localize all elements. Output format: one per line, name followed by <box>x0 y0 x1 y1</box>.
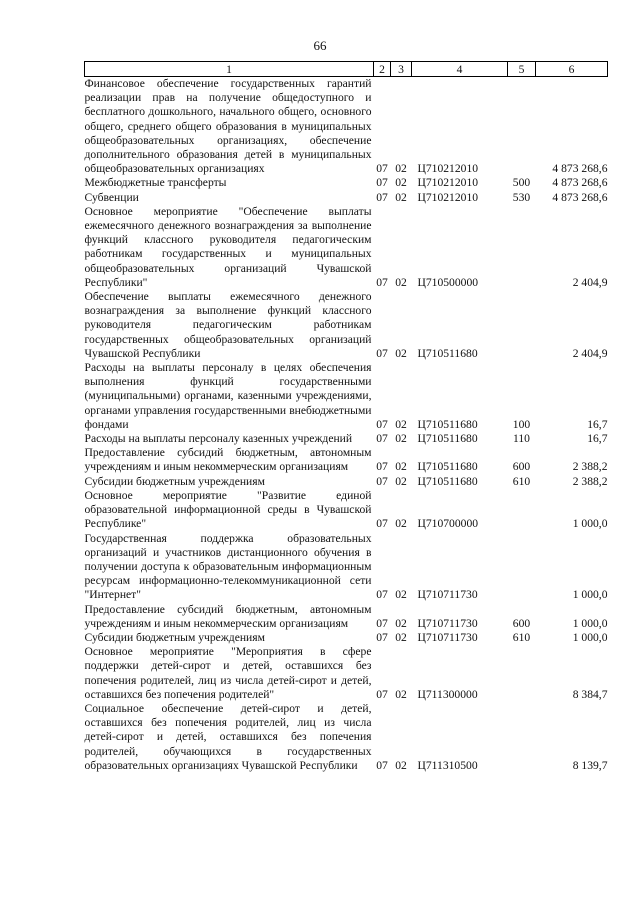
row-section: 07 <box>376 687 388 701</box>
row-subsection: 02 <box>395 687 407 701</box>
row-target-code: Ц710511680 <box>417 460 478 474</box>
row-subsection: 02 <box>395 176 407 190</box>
table-row <box>85 191 608 205</box>
row-section: 07 <box>376 460 388 474</box>
header-col-5: 5 <box>508 62 536 77</box>
row-subsection: 02 <box>395 474 407 488</box>
row-name: Субсидии бюджетным учреждениям <box>84 474 265 488</box>
row-expense-type: 500 <box>512 176 531 190</box>
row-expense-type: 600 <box>512 460 531 474</box>
budget-table <box>84 61 608 773</box>
row-expense-type: 110 <box>513 432 530 446</box>
row-amount: 8 384,7 <box>572 687 608 701</box>
row-expense-type <box>508 489 536 532</box>
row-name: Предоставление субсидий бюджетным, автономным учреждениям и иным некоммерческим организациям <box>84 446 372 474</box>
row-section: 07 <box>376 517 388 531</box>
row-section: 07 <box>376 346 388 360</box>
row-name: Предоставление субсидий бюджетным, автономным учреждениям и иным некоммерческим организациям <box>84 602 372 630</box>
row-expense-type: 530 <box>512 190 531 204</box>
row-name: Расходы на выплаты персоналу в целях обеспечения выполнения функций государственными (муниципальными) органами, казенными учреждениями, органами управления государственными внебюджетными фондами <box>84 361 372 431</box>
row-expense-type <box>508 645 536 702</box>
row-section: 07 <box>376 758 388 772</box>
row-target-code: Ц710511680 <box>417 432 478 446</box>
table-row <box>85 631 608 645</box>
row-section: 07 <box>376 588 388 602</box>
row-amount: 1 000,0 <box>572 616 608 630</box>
row-subsection: 02 <box>395 758 407 772</box>
row-subsection: 02 <box>395 275 407 289</box>
row-target-code: Ц711310500 <box>417 758 478 772</box>
table-row <box>85 603 608 631</box>
row-section: 07 <box>376 630 388 644</box>
table-row <box>85 702 608 773</box>
table-row <box>85 432 608 446</box>
page-number: 66 <box>313 38 327 53</box>
row-expense-type <box>508 532 536 603</box>
header-row <box>85 62 608 77</box>
row-amount: 2 388,2 <box>572 474 608 488</box>
row-amount: 4 873 268,6 <box>552 176 608 190</box>
header-col-3: 3 <box>391 62 412 77</box>
row-subsection: 02 <box>395 517 407 531</box>
row-subsection: 02 <box>395 616 407 630</box>
row-section: 07 <box>376 616 388 630</box>
row-amount: 1 000,0 <box>572 517 608 531</box>
row-target-code: Ц710212010 <box>417 176 479 190</box>
row-subsection: 02 <box>395 162 407 176</box>
row-target-code: Ц710711730 <box>417 616 478 630</box>
row-name: Основное мероприятие "Развитие единой образовательной информационной среды в Чувашской Республике" <box>84 488 372 531</box>
row-subsection: 02 <box>395 432 407 446</box>
row-name: Основное мероприятие "Мероприятия в сфере поддержки детей-сирот и детей, оставшихся без попечения родителей, лиц из числа детей-сирот и детей, оставшихся без попечения родителей" <box>84 645 372 701</box>
row-target-code: Ц710212010 <box>417 162 479 176</box>
row-target-code: Ц710711730 <box>417 588 478 602</box>
row-name: Обеспечение выплаты ежемесячного денежного вознаграждения за выполнение функций классного руководителя педагогическим работникам государственных общеобразовательных организаций Чувашской Республики <box>84 290 372 360</box>
row-section: 07 <box>376 162 388 176</box>
row-expense-type <box>508 205 536 290</box>
table-body <box>85 77 608 773</box>
table-row <box>85 176 608 190</box>
table-header <box>85 62 608 77</box>
header-col-4: 4 <box>412 62 508 77</box>
row-expense-type <box>508 290 536 361</box>
row-expense-type <box>508 702 536 773</box>
row-amount: 2 404,9 <box>572 346 608 360</box>
row-section: 07 <box>376 432 388 446</box>
table-row <box>85 290 608 361</box>
row-target-code: Ц710500000 <box>417 275 479 289</box>
row-amount: 16,7 <box>587 432 608 446</box>
header-col-2: 2 <box>374 62 391 77</box>
row-expense-type: 600 <box>512 616 531 630</box>
row-target-code: Ц711300000 <box>417 687 478 701</box>
row-subsection: 02 <box>395 588 407 602</box>
row-target-code: Ц710711730 <box>417 630 478 644</box>
row-section: 07 <box>376 190 388 204</box>
row-subsection: 02 <box>395 190 407 204</box>
row-target-code: Ц710212010 <box>417 190 479 204</box>
row-amount: 8 139,7 <box>572 758 608 772</box>
header-col-1: 1 <box>85 62 374 77</box>
row-amount: 4 873 268,6 <box>552 162 608 176</box>
row-name: Основное мероприятие "Обеспечение выплаты ежемесячного денежного вознаграждения за выполнение функций классного руководителя педагогическим работникам государственных и муниципальных общеобразовательных организаций Чувашской Республики" <box>84 204 372 289</box>
row-name: Межбюджетные трансферты <box>84 176 227 190</box>
row-name: Субсидии бюджетным учреждениям <box>84 630 265 644</box>
row-amount: 16,7 <box>587 417 608 431</box>
row-name: Социальное обеспечение детей-сирот и детей, оставшихся без попечения родителей, лиц из числа детей-сирот и детей, оставшихся без попечения родителей, обучающихся в государственных образовательных организациях Чувашской Республики <box>84 701 372 772</box>
row-section: 07 <box>376 176 388 190</box>
table-row <box>85 532 608 603</box>
row-name: Субвенции <box>84 190 139 204</box>
table-row <box>85 361 608 432</box>
row-target-code: Ц710511680 <box>417 417 478 431</box>
row-subsection: 02 <box>395 630 407 644</box>
row-section: 07 <box>376 474 388 488</box>
row-expense-type: 100 <box>512 417 531 431</box>
table-row <box>85 205 608 290</box>
row-subsection: 02 <box>395 460 407 474</box>
row-subsection: 02 <box>395 346 407 360</box>
row-amount: 2 404,9 <box>572 275 608 289</box>
row-name: Финансовое обеспечение государственных гарантий реализации прав на получение общедоступного и бесплатного дошкольного, начального общего, основного общего, среднего общего образования в муниципальных общеобразовательных организациях, обеспечение дополнительного образования детей в муниципальных общеобразовательных организациях <box>84 77 372 176</box>
row-expense-type: 610 <box>512 474 531 488</box>
table-row <box>85 489 608 532</box>
row-amount: 1 000,0 <box>572 630 608 644</box>
row-name: Государственная поддержка образовательных организаций и участников дистанционного обучения в получении доступа к образовательным информационным ресурсам информационно-телекоммуникационной сети "Интернет" <box>84 531 372 602</box>
row-expense-type: 610 <box>512 630 531 644</box>
header-col-6: 6 <box>536 62 608 77</box>
row-target-code: Ц710511680 <box>417 474 478 488</box>
row-subsection: 02 <box>395 417 407 431</box>
row-name: Расходы на выплаты персоналу казенных учреждений <box>84 432 353 446</box>
row-target-code: Ц710700000 <box>417 517 479 531</box>
table-row <box>85 446 608 474</box>
row-amount: 1 000,0 <box>572 588 608 602</box>
row-section: 07 <box>376 275 388 289</box>
table-row <box>85 77 608 177</box>
row-expense-type <box>508 77 536 177</box>
table-row <box>85 475 608 489</box>
table-row <box>85 645 608 702</box>
row-amount: 4 873 268,6 <box>552 190 608 204</box>
row-section: 07 <box>376 417 388 431</box>
row-target-code: Ц710511680 <box>417 346 478 360</box>
row-amount: 2 388,2 <box>572 460 608 474</box>
